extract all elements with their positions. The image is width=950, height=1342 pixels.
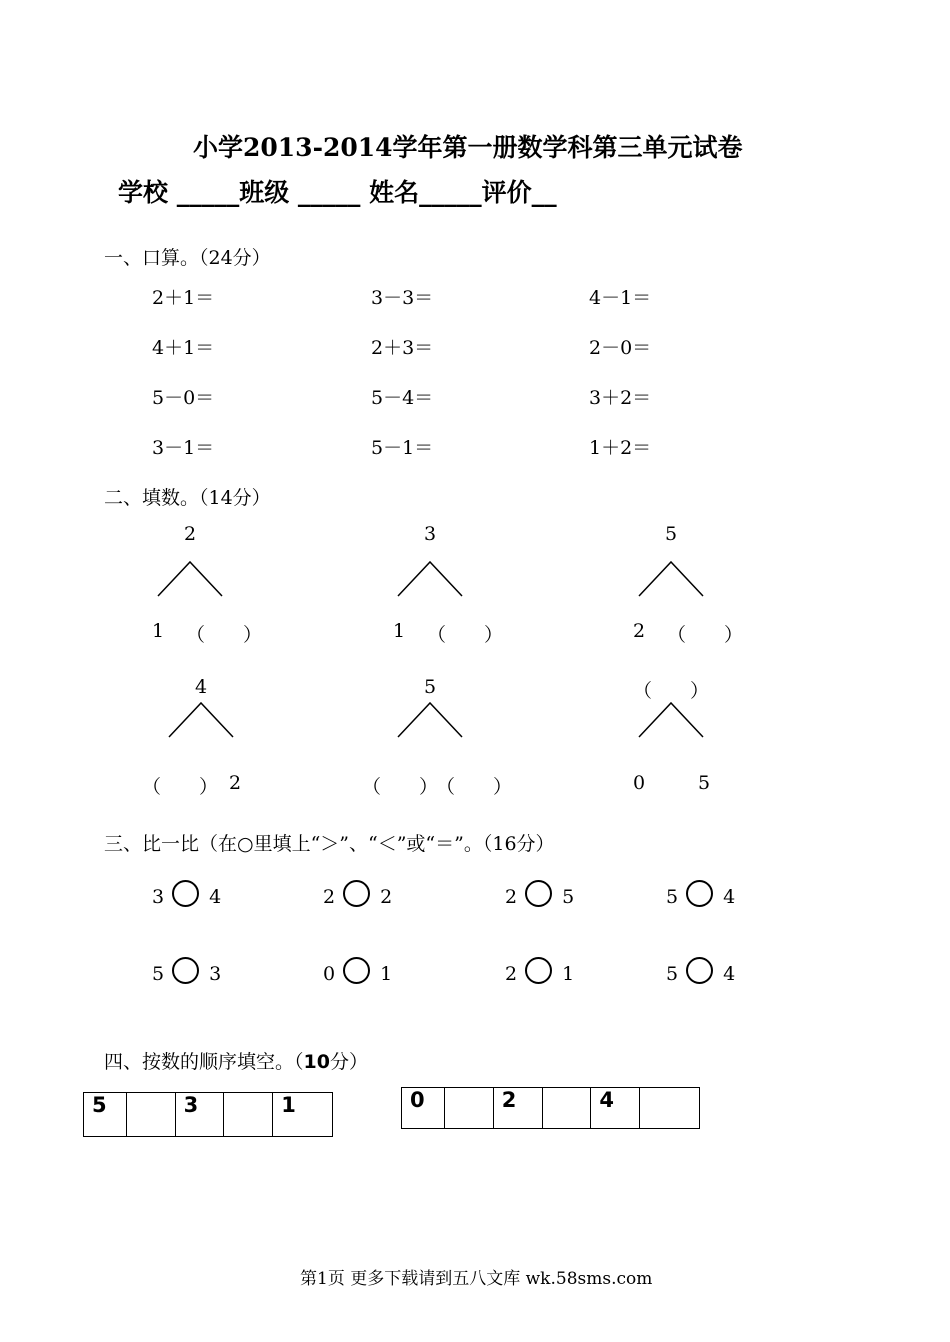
bond-branch <box>158 562 222 596</box>
sequence-cell: 0 <box>402 1088 445 1129</box>
compare-item <box>323 957 392 985</box>
compare-circle-blank[interactable] <box>525 957 552 984</box>
section2-heading: 二、填数。（14分） <box>104 487 271 509</box>
sequence-cell: 3 <box>175 1093 224 1137</box>
student-info-line: 学校 _____班级 _____ 姓名_____评价__ <box>118 178 557 207</box>
compare-item <box>505 957 574 985</box>
arithmetic-item: 3－3＝ <box>371 287 434 309</box>
sequence-cell-blank[interactable] <box>126 1093 175 1137</box>
bond-right-blank[interactable]: （ ） <box>667 624 744 646</box>
compare-right: 1 <box>380 963 393 985</box>
compare-right: 3 <box>209 963 222 985</box>
bond-left: 1 <box>152 620 165 642</box>
compare-item <box>666 880 735 908</box>
compare-left: 0 <box>323 963 336 985</box>
arithmetic-item: 4＋1＝ <box>152 337 215 359</box>
compare-item <box>666 957 735 985</box>
arithmetic-item: 5－0＝ <box>152 387 215 409</box>
bond-top: 4 <box>195 676 208 698</box>
bond-left: 1 <box>393 620 406 642</box>
bond-branch <box>639 562 703 596</box>
compare-right: 1 <box>562 963 575 985</box>
compare-right: 4 <box>209 886 222 908</box>
bond-right-blank[interactable]: （ ） <box>436 776 513 798</box>
bond-right: 5 <box>698 772 711 794</box>
bond-branch <box>169 703 233 737</box>
section4-heading-text: 四、按数的顺序填空。（ <box>104 1051 304 1073</box>
compare-circle-blank[interactable] <box>343 880 370 907</box>
bond-top: 5 <box>665 523 678 545</box>
sequence-cell-blank[interactable] <box>542 1088 591 1129</box>
bond-top: 3 <box>424 523 437 545</box>
compare-left: 2 <box>505 963 518 985</box>
compare-circle-blank[interactable] <box>343 957 370 984</box>
sequence-cell: 4 <box>591 1088 640 1129</box>
compare-left: 5 <box>152 963 165 985</box>
bond-left: 0 <box>633 772 646 794</box>
bond-right-blank[interactable]: （ ） <box>427 624 504 646</box>
compare-circle-blank[interactable] <box>686 957 713 984</box>
arithmetic-item: 2＋3＝ <box>371 337 434 359</box>
bond-branch <box>639 703 703 737</box>
section4-heading-end: 分） <box>329 1051 368 1073</box>
bond-branch <box>398 562 462 596</box>
arithmetic-item: 3＋2＝ <box>589 387 652 409</box>
section1-heading: 一、口算。（24分） <box>104 247 271 269</box>
arithmetic-item: 5－1＝ <box>371 437 434 459</box>
compare-item <box>152 880 221 908</box>
compare-circle-blank[interactable] <box>172 880 199 907</box>
compare-right: 4 <box>723 963 736 985</box>
sequence-cell-blank[interactable] <box>224 1093 273 1137</box>
bond-top: 5 <box>424 676 437 698</box>
sequence-cell-blank[interactable] <box>640 1088 700 1129</box>
compare-item <box>152 957 221 985</box>
compare-circle-blank[interactable] <box>172 957 199 984</box>
bond-right: 2 <box>229 772 242 794</box>
sequence-cell-blank[interactable] <box>444 1088 493 1129</box>
arithmetic-item: 2＋1＝ <box>152 287 215 309</box>
compare-left: 3 <box>152 886 165 908</box>
arithmetic-item: 1＋2＝ <box>589 437 652 459</box>
compare-circle-blank[interactable] <box>686 880 713 907</box>
sequence-cell: 5 <box>84 1093 127 1137</box>
page-footer: 第1页 更多下载请到五八文库 wk.58sms.com <box>300 1269 653 1289</box>
section3-heading: 三、比一比（在○里填上“＞”、“＜”或“＝”。（16分） <box>104 833 555 855</box>
bond-right-blank[interactable]: （ ） <box>186 624 263 646</box>
page-title: 小学2013-2014学年第一册数学科第三单元试卷 <box>193 133 743 162</box>
compare-item <box>323 880 392 908</box>
bond-top-blank[interactable]: （ ） <box>633 680 710 702</box>
bond-left-blank[interactable]: （ ） <box>362 776 439 798</box>
arithmetic-item: 4－1＝ <box>589 287 652 309</box>
compare-left: 5 <box>666 886 679 908</box>
compare-right: 2 <box>380 886 393 908</box>
compare-left: 5 <box>666 963 679 985</box>
section4-heading <box>104 1047 368 1074</box>
arithmetic-item: 2－0＝ <box>589 337 652 359</box>
compare-right: 4 <box>723 886 736 908</box>
compare-right: 5 <box>562 886 575 908</box>
arithmetic-item: 3－1＝ <box>152 437 215 459</box>
sequence-table-2 <box>401 1087 700 1129</box>
section4-score: 10 <box>303 1051 330 1073</box>
compare-left: 2 <box>505 886 518 908</box>
bond-top: 2 <box>184 523 197 545</box>
compare-item <box>505 880 574 908</box>
bond-left-blank[interactable]: （ ） <box>142 776 219 798</box>
compare-circle-blank[interactable] <box>525 880 552 907</box>
sequence-table-1 <box>83 1092 333 1137</box>
sequence-cell: 2 <box>493 1088 542 1129</box>
compare-left: 2 <box>323 886 336 908</box>
arithmetic-item: 5－4＝ <box>371 387 434 409</box>
sequence-cell: 1 <box>273 1093 333 1137</box>
bond-branch <box>398 703 462 737</box>
bond-left: 2 <box>633 620 646 642</box>
